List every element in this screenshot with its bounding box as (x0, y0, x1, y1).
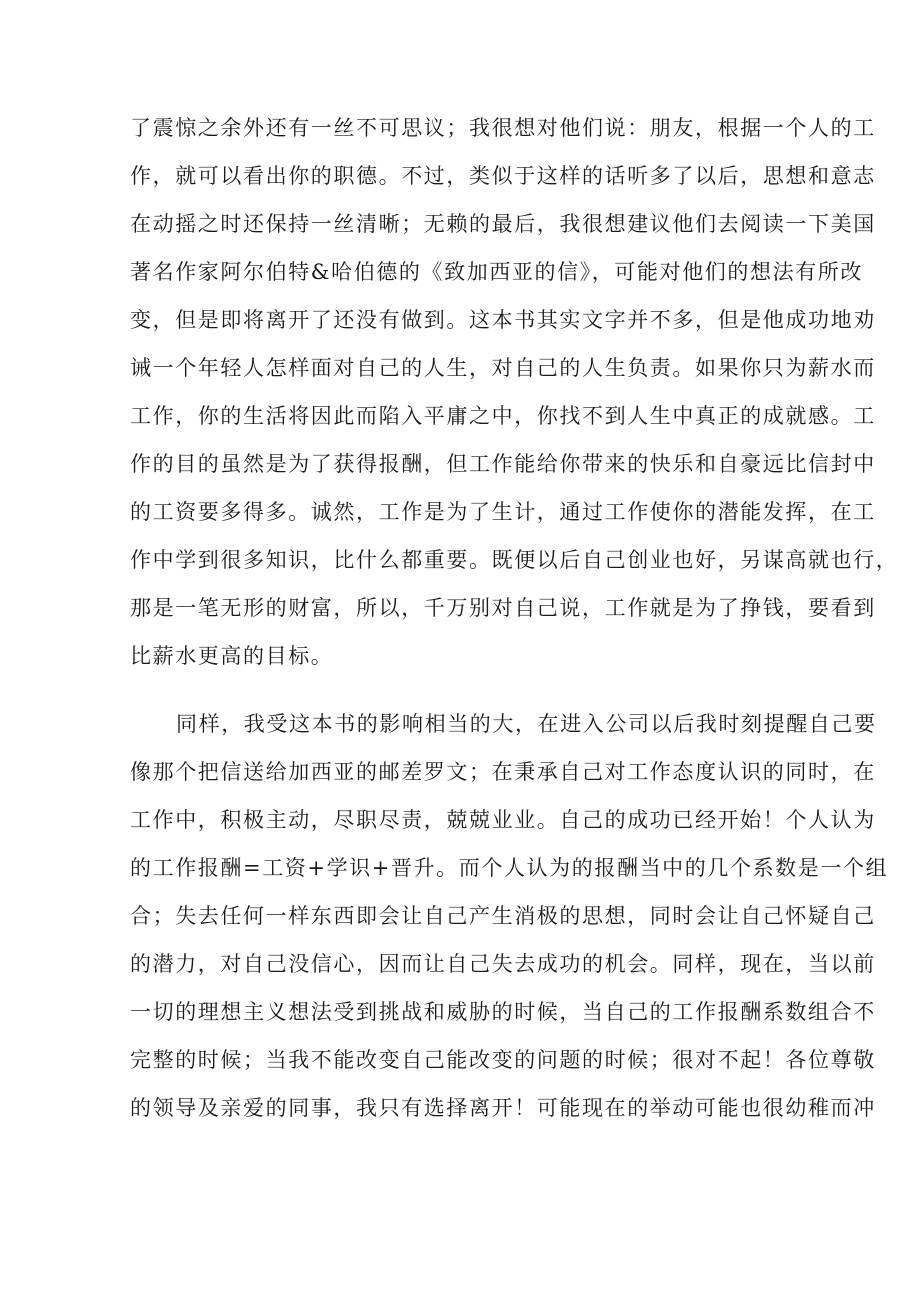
paragraph-line: 作，就可以看出你的职德。不过，类似于这样的话听多了以后，思想和意志 (130, 164, 876, 188)
paragraph-line: 著名作家阿尔伯特&哈伯德的《致加西亚的信》，可能对他们的想法有所改 (130, 260, 863, 284)
paragraph-line: 在动摇之时还保持一丝清晰；无赖的最后，我很想建议他们去阅读一下美国 (130, 212, 876, 236)
paragraph-line: 的工资要多得多。诚然，工作是为了生计，通过工作使你的潜能发挥，在工 (130, 500, 876, 524)
paragraph-line: 工作，你的生活将因此而陷入平庸之中，你找不到人生中真正的成就感。工 (130, 404, 876, 428)
paragraph-2 (130, 700, 889, 1132)
paragraph-line: 的工作报酬=工资+学识+晋升。而个人认为的报酬当中的几个系数是一个组 (130, 856, 889, 880)
paragraph-line: 的潜力，对自己没信心，因而让自己失去成功的机会。同样，现在，当以前 (130, 952, 876, 976)
paragraph-line: 那是一笔无形的财富，所以，千万别对自己说，工作就是为了挣钱，要看到 (130, 596, 876, 620)
paragraph-line: 合；失去任何一样东西即会让自己产生消极的思想，同时会让自己怀疑自己 (130, 904, 876, 928)
paragraph-line: 一切的理想主义想法受到挑战和威胁的时候，当自己的工作报酬系数组合不 (130, 1000, 876, 1024)
paragraph-line: 了震惊之余外还有一丝不可思议；我很想对他们说：朋友，根据一个人的工 (130, 116, 876, 140)
paragraph-line: 比薪水更高的目标。 (130, 644, 334, 668)
paragraph-line: 作中学到很多知识，比什么都重要。既便以后自己创业也好，另谋高就也行， (130, 548, 899, 572)
paragraph-line: 工作中，积极主动，尽职尽责，兢兢业业。自己的成功已经开始！个人认为 (130, 808, 876, 832)
paragraph-line: 诫一个年轻人怎样面对自己的人生，对自己的人生负责。如果你只为薪水而 (130, 356, 876, 380)
paragraph-line: 变，但是即将离开了还没有做到。这本书其实文字并不多，但是他成功地劝 (130, 308, 876, 332)
paragraph-line: 像那个把信送给加西亚的邮差罗文；在秉承自己对工作态度认识的同时，在 (130, 760, 876, 784)
paragraph-line: 同样，我受这本书的影响相当的大，在进入公司以后我时刻提醒自己要 (176, 712, 877, 736)
paragraph-line: 作的目的虽然是为了获得报酬，但工作能给你带来的快乐和自豪远比信封中 (130, 452, 876, 476)
paragraph-line: 的领导及亲爱的同事，我只有选择离开！可能现在的举动可能也很幼稚而冲 (130, 1096, 876, 1120)
paragraph-line: 完整的时候；当我不能改变自己能改变的问题的时候；很对不起！各位尊敬 (130, 1048, 876, 1072)
paragraph-1 (130, 104, 899, 680)
